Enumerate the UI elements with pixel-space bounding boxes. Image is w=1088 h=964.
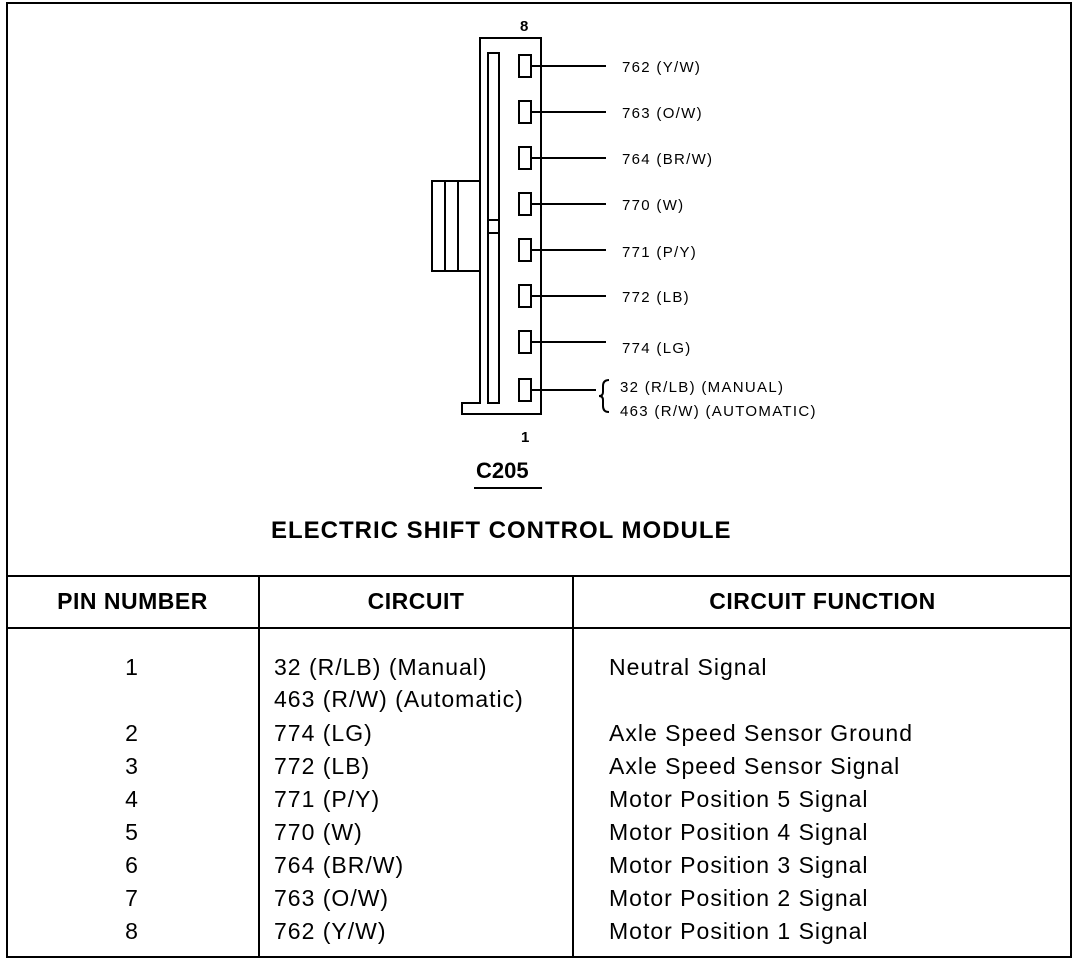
- pin1-brace: [599, 380, 609, 412]
- cell-circuit-function: Axle Speed Sensor Signal: [609, 753, 901, 779]
- cavity-pin4: [519, 239, 531, 261]
- table-row: [6, 720, 1072, 753]
- cell-pin-number: 7: [125, 885, 139, 911]
- wire-label-pin7: 763 (O/W): [622, 105, 703, 122]
- cavity-pin6: [519, 147, 531, 169]
- cavity-pin1: [519, 379, 531, 401]
- cell-circuit: 463 (R/W) (Automatic): [274, 686, 524, 712]
- table-row: [6, 852, 1072, 885]
- cell-pin-number: 2: [125, 720, 139, 746]
- cell-circuit: 770 (W): [274, 819, 363, 845]
- cell-circuit-function: Motor Position 5 Signal: [609, 786, 869, 812]
- table-row: [6, 686, 1072, 719]
- cell-circuit: 764 (BR/W): [274, 852, 405, 878]
- cavity-pin7: [519, 101, 531, 123]
- wire-label-pin8: 762 (Y/W): [622, 59, 702, 76]
- top-pin-number: 8: [520, 18, 530, 35]
- cell-circuit: 762 (Y/W): [274, 918, 387, 944]
- header-circuit: CIRCUIT: [367, 587, 465, 614]
- wire-label-pin6: 764 (BR/W): [622, 151, 714, 168]
- table-row: [6, 918, 1072, 951]
- connector-id: C205: [476, 458, 529, 483]
- cell-circuit-function: Neutral Signal: [609, 654, 768, 680]
- cell-pin-number: 6: [125, 852, 139, 878]
- cell-circuit: 763 (O/W): [274, 885, 390, 911]
- cavity-pin2: [519, 331, 531, 353]
- wire-label-pin3: 772 (LB): [622, 289, 690, 306]
- wire-label-pin1-automatic: 463 (R/W) (AUTOMATIC): [620, 403, 817, 420]
- header-pin-number: PIN NUMBER: [57, 587, 208, 614]
- table-row: [6, 654, 1072, 687]
- cell-circuit: 772 (LB): [274, 753, 371, 779]
- cell-pin-number: 1: [125, 654, 139, 680]
- cell-circuit-function: Motor Position 3 Signal: [609, 852, 869, 878]
- cell-circuit-function: Motor Position 2 Signal: [609, 885, 869, 911]
- wire-label-pin2: 774 (LG): [622, 340, 692, 357]
- header-circuit-function: CIRCUIT FUNCTION: [709, 587, 936, 614]
- cell-circuit: 32 (R/LB) (Manual): [274, 654, 488, 680]
- wire-label-pin1-manual: 32 (R/LB) (MANUAL): [620, 379, 785, 396]
- wire-label-pin4: 771 (P/Y): [622, 244, 698, 261]
- cell-pin-number: 3: [125, 753, 139, 779]
- wire-leads: [531, 66, 606, 390]
- connector-housing: [432, 38, 541, 414]
- cell-circuit-function: Axle Speed Sensor Ground: [609, 720, 914, 746]
- cell-circuit-function: Motor Position 4 Signal: [609, 819, 869, 845]
- pin-cavities: [519, 55, 531, 401]
- cell-circuit-function: Motor Position 1 Signal: [609, 918, 869, 944]
- cell-circuit: 771 (P/Y): [274, 786, 381, 812]
- cell-pin-number: 5: [125, 819, 139, 845]
- cell-pin-number: 8: [125, 918, 139, 944]
- cavity-pin8: [519, 55, 531, 77]
- wire-label-pin5: 770 (W): [622, 197, 685, 214]
- table-row: [6, 753, 1072, 786]
- cavity-pin5: [519, 193, 531, 215]
- cavity-pin3: [519, 285, 531, 307]
- module-title: ELECTRIC SHIFT CONTROL MODULE: [271, 517, 732, 544]
- pinout-table: [6, 574, 1072, 958]
- cell-pin-number: 4: [125, 786, 139, 812]
- table-row: [6, 885, 1072, 918]
- cell-circuit: 774 (LG): [274, 720, 373, 746]
- table-row: [6, 786, 1072, 819]
- bottom-pin-number: 1: [521, 429, 531, 446]
- table-row: [6, 819, 1072, 852]
